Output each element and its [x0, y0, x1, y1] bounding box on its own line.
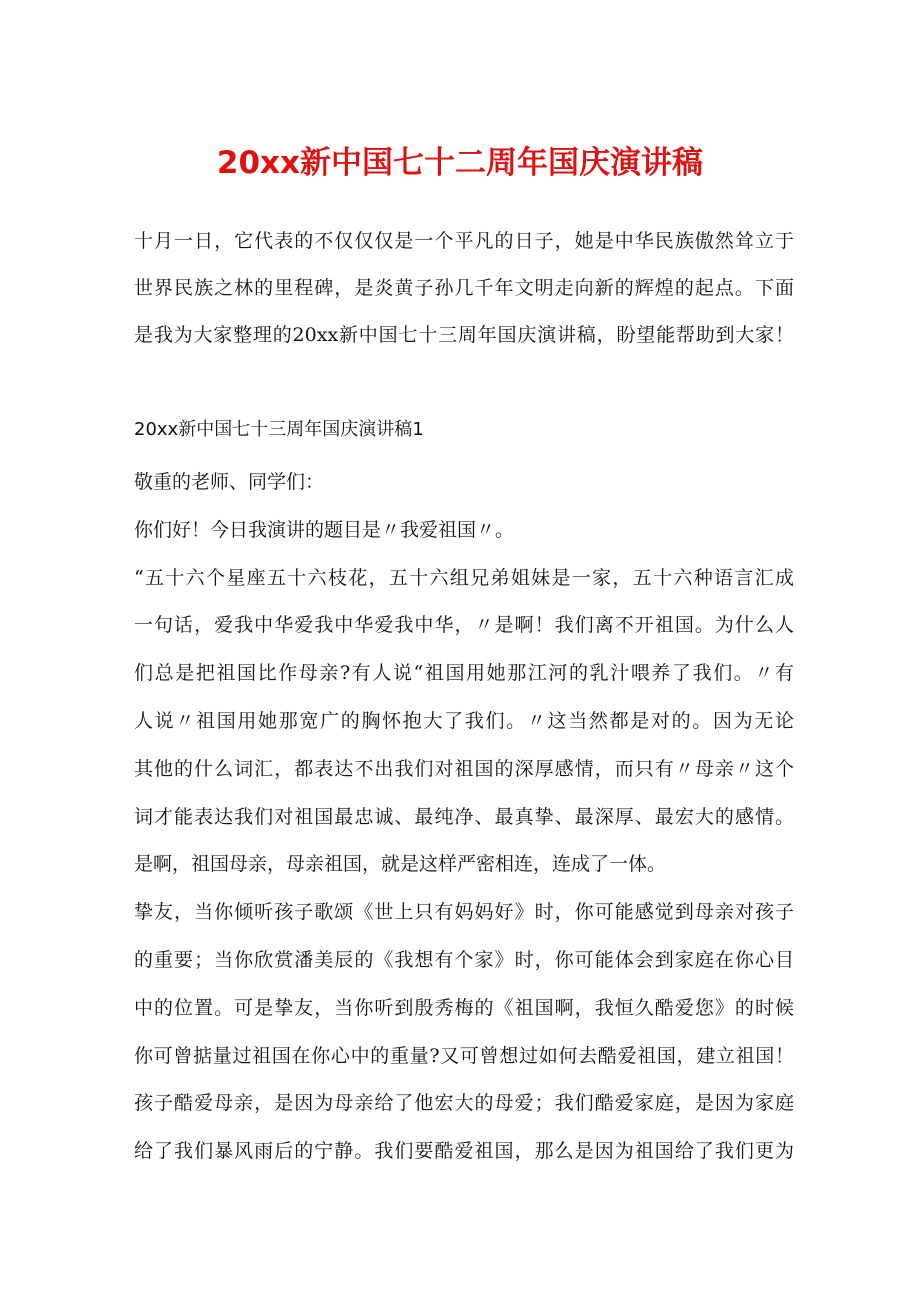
body-line: 一句话，爱我中华爱我中华爱我中华，〃是啊！我们离不开祖国。为什么人 [134, 614, 794, 637]
body-line: 给了我们暴风雨后的宁静。我们要酷爱祖国，那么是因为祖国给了我们更为 [134, 1140, 794, 1163]
body-line: 的重要；当你欣赏潘美辰的《我想有个家》时，你可能体会到家庭在你心目 [134, 948, 794, 971]
body-line: 孩子酷爱母亲，是因为母亲给了他宏大的母爱；我们酷爱家庭，是因为家庭 [134, 1092, 794, 1115]
intro-line: 世界民族之林的里程碑，是炎黄子孙几千年文明走向新的辉煌的起点。下面 [134, 277, 794, 299]
body-line: 词才能表达我们对祖国最忠诚、最纯净、最真挚、最深厚、最宏大的感情。 [134, 805, 794, 828]
body-line: 挚友，当你倾听孩子歌颂《世上只有妈妈好》时，你可能感觉到母亲对孩子 [134, 901, 794, 924]
section-heading: 20xx新中国七十三周年国庆演讲稿1 [134, 419, 424, 440]
document-title: 20xx新中国七十二周年国庆演讲稿 [216, 145, 704, 181]
greeting-line: 你们好！今日我演讲的题目是〃我爱祖国〃。 [134, 518, 515, 541]
body-line: 其他的什么词汇，都表达不出我们对祖国的深厚感情，而只有〃母亲〃这个 [134, 757, 794, 780]
body-line: 人说〃祖国用她那宽广的胸怀抱大了我们。〃这当然都是对的。因为无论 [134, 709, 794, 732]
intro-line: 十月一日，它代表的不仅仅仅是一个平凡的日子，她是中华民族傲然耸立于 [134, 230, 794, 252]
body-line: 中的位置。可是挚友，当你听到殷秀梅的《祖国啊，我恒久酷爱您》的时候 [134, 996, 794, 1019]
speech-body [134, 459, 794, 1176]
salutation-line: 敬重的老师、同学们： [134, 471, 325, 493]
body-line: 你可曾掂量过祖国在你心中的重量?又可曾想过如何去酷爱祖国，建立祖国！ [134, 1044, 794, 1067]
body-line: 是啊，祖国母亲，母亲祖国，就是这样严密相连，连成了一体。 [134, 853, 667, 876]
body-line: “五十六个星座五十六枝花，五十六组兄弟姐妹是一家，五十六种语言汇成 [134, 566, 794, 589]
intro-line: 是我为大家整理的20xx新中国七十三周年国庆演讲稿，盼望能帮助到大家！ [134, 324, 794, 346]
intro-paragraph [134, 218, 794, 359]
body-line: 们总是把祖国比作母亲?有人说“祖国用她那江河的乳汁喂养了我们。〃有 [134, 662, 794, 685]
